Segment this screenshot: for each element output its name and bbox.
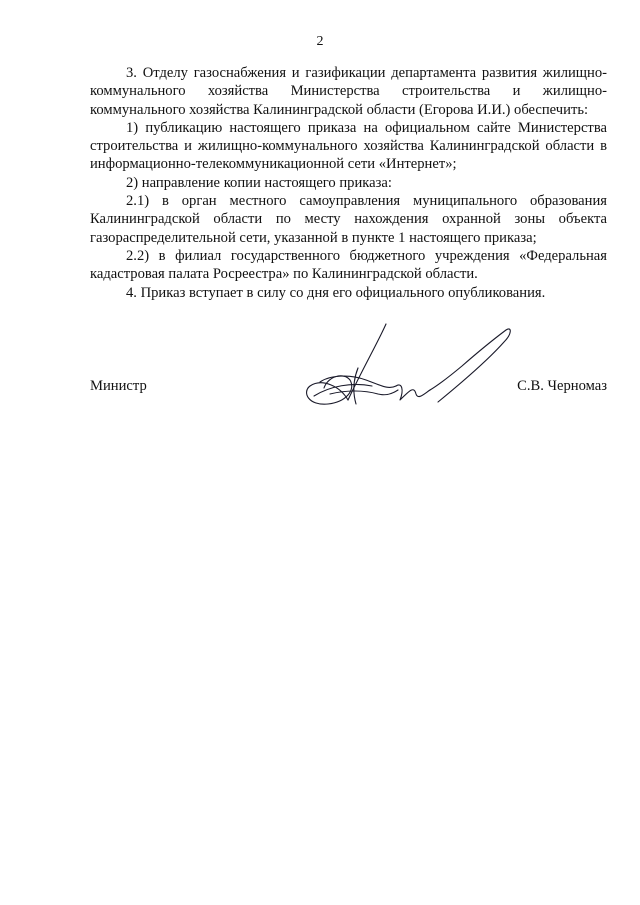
paragraph-item-4: 4. Приказ вступает в силу со дня его официального опубликования. (126, 284, 546, 301)
paragraph-item-3-1: 1) публикацию настоящего приказа на официальном сайте Министерства строительства и жилищно-коммунального хозяйства Калининградской области в информационно-телекоммуникационной сети «Интернет»; (90, 119, 607, 173)
paragraph-item-3: 3. Отделу газоснабжения и газификации департамента развития жилищно-коммунального хозяйства Министерства строительства и жилищно-коммунального хозяйства Калининградской области (Егорова И.И.) обеспечить: (90, 65, 607, 118)
signatory-position: Министр (90, 378, 147, 394)
signature-row (90, 372, 607, 396)
signatory-name: С.В. Черномаз (517, 378, 607, 394)
paragraph-item-3-2: 2) направление копии настоящего приказа: (126, 174, 392, 191)
document-body (90, 64, 607, 302)
page-number: 2 (316, 34, 324, 49)
paragraph-item-3-2-2: 2.2) в филиал государственного бюджетного учреждения «Федеральная кадастровая палата Росреестра» по Калининградской области. (90, 247, 607, 283)
paragraph-item-3-2-1: 2.1) в орган местного самоуправления муниципального образования Калининградской области по месту нахождения охранной зоны объекта газораспределительной сети, указанной в пункте 1 настоящего приказа; (90, 193, 607, 246)
handwritten-signature (300, 320, 515, 420)
